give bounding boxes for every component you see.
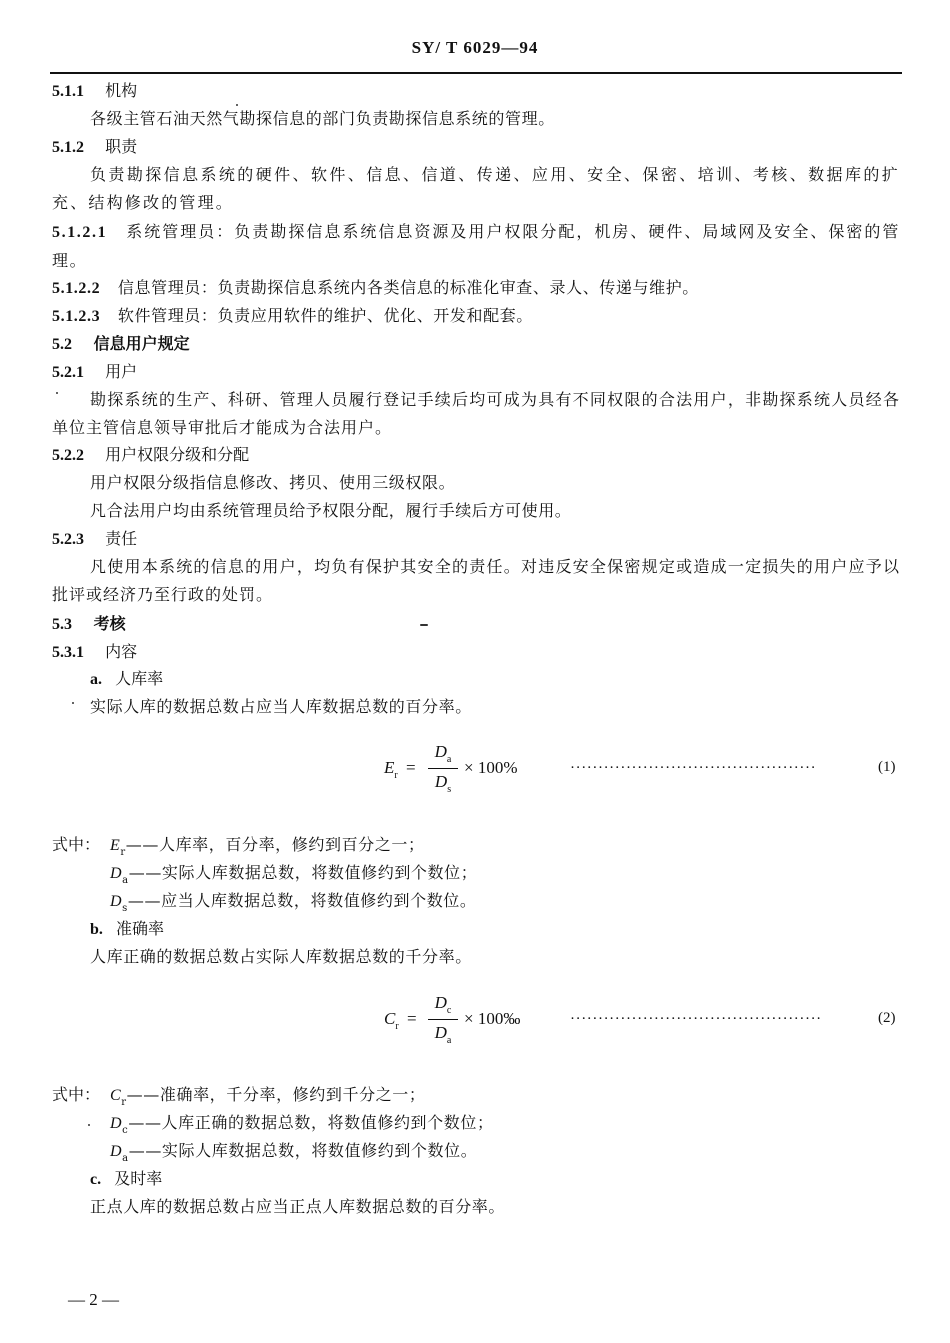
section-number: 5.1.1 bbox=[52, 83, 84, 100]
scan-speck bbox=[420, 624, 428, 626]
item-a-body: 实际人库的数据总数占应当人库数据总数的百分率。 bbox=[90, 697, 472, 716]
formula-1-leader-dots: ············································ bbox=[570, 760, 817, 776]
formula-1-def-2 bbox=[110, 890, 477, 920]
formula-2-fraction-bar bbox=[428, 1019, 458, 1020]
heading-5-2-3 bbox=[52, 528, 137, 551]
item-title: 人库率 bbox=[115, 669, 164, 688]
def-symbol: D bbox=[110, 1115, 123, 1132]
formula-subscript: r bbox=[395, 1021, 399, 1032]
header-rule bbox=[50, 72, 902, 74]
formula-symbol: D bbox=[434, 772, 448, 791]
formula-2-leader-dots: ············································· bbox=[570, 1011, 822, 1027]
heading-5-2 bbox=[52, 333, 190, 356]
def-text: ——应当人库数据总数，将数值修约到个数位。 bbox=[127, 891, 477, 910]
formula-2-def-1 bbox=[110, 1112, 494, 1142]
formula-subscript: c bbox=[446, 1005, 452, 1016]
section-title: 内容 bbox=[105, 642, 138, 661]
section-number: 5.2 bbox=[52, 336, 72, 353]
formula-2-numerator bbox=[428, 993, 458, 1016]
def-subscript: c bbox=[122, 1125, 129, 1136]
def-text: ——实际人库数据总数，将数值修约到个数位； bbox=[128, 863, 478, 882]
page-number: — 2 — bbox=[68, 1290, 119, 1309]
item-c-body: 正点人库的数据总数占应当正点人库数据总数的百分率。 bbox=[90, 1197, 506, 1216]
item-title: 及时率 bbox=[114, 1169, 163, 1188]
section-number: 5.2.2 bbox=[52, 447, 84, 464]
def-symbol: C bbox=[110, 1087, 122, 1104]
formula-symbol: D bbox=[434, 1023, 447, 1042]
def-text: ——实际人库数据总数，将数值修约到个数位。 bbox=[128, 1141, 478, 1160]
formula-1-numerator bbox=[428, 742, 458, 765]
def-text: ——准确率，千分率，修约到千分之一； bbox=[126, 1085, 426, 1104]
formula-2-where-label: 式中： bbox=[52, 1085, 101, 1104]
formula-1-def-0 bbox=[110, 834, 425, 864]
formula-2-lhs: $C_r$ = bbox=[384, 1009, 417, 1032]
heading-5-1-1 bbox=[52, 80, 137, 103]
formula-1-denominator bbox=[428, 772, 458, 795]
def-text: ——人库正确的数据总数，将数值修约到个数位； bbox=[128, 1113, 494, 1132]
item-b-heading bbox=[90, 918, 164, 941]
paragraph-5-1-2: 负责勘探信息系统的硬件、软件、信息、信道、传递、应用、安全、保密、培训、考核、数据库的扩充、结构修改的管理。 bbox=[52, 165, 900, 212]
def-subscript: r bbox=[120, 847, 126, 858]
scan-speck bbox=[56, 392, 58, 394]
item-title: 准确率 bbox=[116, 919, 165, 938]
section-body: 信息管理员：负责勘探信息系统内各类信息的标准化审查、录人、传递与维护。 bbox=[117, 278, 699, 297]
scan-speck bbox=[72, 702, 74, 704]
def-text: ——人库率，百分率，修约到百分之一； bbox=[125, 835, 425, 854]
section-number: 5.2.1 bbox=[52, 364, 84, 381]
section-title: 用户 bbox=[105, 362, 138, 381]
heading-5-1-2 bbox=[52, 136, 137, 159]
def-symbol: D bbox=[110, 1143, 123, 1160]
section-title: 信息用户规定 bbox=[93, 334, 190, 353]
paragraph-5-1-1: 各级主管石油天然气勘探信息的部门负责勘探信息系统的管理。 bbox=[90, 109, 555, 128]
section-number: 5.1.2 bbox=[52, 139, 84, 156]
heading-5-3-1 bbox=[52, 641, 137, 664]
formula-1-factor: × 100% bbox=[464, 758, 518, 777]
section-number: 5.3.1 bbox=[52, 644, 84, 661]
paragraph-5-2-1: 勘探系统的生产、科研、管理人员履行登记手续后均可成为具有不同权限的合法用户，非勘探系统人员经各单位主管信息领导审批后才能成为合法用户。 bbox=[52, 390, 900, 437]
scan-speck bbox=[236, 104, 238, 106]
section-title: 机构 bbox=[105, 81, 138, 100]
def-symbol: D bbox=[110, 865, 123, 882]
heading-5-2-1 bbox=[52, 361, 137, 384]
section-number: 5.1.2.2 bbox=[52, 280, 101, 297]
scan-speck bbox=[88, 1124, 90, 1126]
formula-1-fraction-bar bbox=[428, 768, 458, 769]
section-body: 系统管理员：负责勘探信息系统信息资源及用户权限分配，机房、硬件、局域网及安全、保密的管理。 bbox=[52, 222, 900, 270]
def-subscript: a bbox=[122, 1153, 129, 1164]
formula-subscript: a bbox=[446, 1035, 452, 1046]
paragraph-5-2-2-b: 凡合法用户均由系统管理员给予权限分配，履行手续后方可使用。 bbox=[90, 501, 572, 520]
item-b-body: 人库正确的数据总数占实际人库数据总数的千分率。 bbox=[90, 947, 472, 966]
item-c-heading bbox=[90, 1168, 162, 1191]
section-number: 5.3 bbox=[52, 616, 72, 633]
def-symbol: D bbox=[110, 893, 123, 910]
formula-subscript: r bbox=[394, 770, 398, 781]
standard-code-header: SY/ T 6029—94 bbox=[411, 38, 539, 57]
formula-1-def-1 bbox=[110, 862, 477, 892]
formula-2-number: (2) bbox=[878, 1010, 896, 1026]
item-label: c. bbox=[90, 1171, 102, 1188]
paragraph-5-2-3: 凡使用本系统的信息的用户，均负有保护其安全的责任。对违反安全保密规定或造成一定损失的用户应予以批评或经济乃至行政的处罚。 bbox=[52, 557, 900, 604]
formula-2-denominator bbox=[428, 1023, 458, 1046]
paragraph-5-2-2-a: 用户权限分级指信息修改、拷贝、使用三级权限。 bbox=[90, 473, 456, 492]
formula-2-def-0 bbox=[110, 1084, 425, 1114]
section-number: 5.2.3 bbox=[52, 531, 84, 548]
section-number: 5.1.2.3 bbox=[52, 308, 101, 325]
formula-subscript: s bbox=[447, 784, 452, 795]
formula-2-def-2 bbox=[110, 1140, 477, 1170]
formula-1-number: (1) bbox=[878, 759, 896, 775]
formula-1-lhs: $E_r$ = bbox=[384, 758, 416, 781]
formula-1-where-label: 式中： bbox=[52, 835, 101, 854]
section-title: 用户权限分级和分配 bbox=[105, 445, 250, 464]
paragraph-5-1-2-1 bbox=[52, 218, 900, 275]
paragraph-5-1-2-2 bbox=[52, 277, 699, 300]
formula-symbol: D bbox=[434, 742, 447, 761]
heading-5-2-2 bbox=[52, 444, 249, 467]
section-title: 考核 bbox=[93, 614, 126, 633]
formula-2-factor: × 100‰ bbox=[464, 1009, 521, 1028]
heading-5-3 bbox=[52, 613, 126, 636]
section-body: 软件管理员：负责应用软件的维护、优化、开发和配套。 bbox=[117, 306, 533, 325]
formula-symbol: C bbox=[384, 1009, 396, 1028]
paragraph-5-1-2-3 bbox=[52, 305, 533, 328]
item-label: b. bbox=[90, 921, 103, 938]
def-symbol: E bbox=[110, 837, 121, 854]
def-subscript: s bbox=[122, 903, 128, 914]
formula-symbol: D bbox=[434, 993, 447, 1012]
item-a-heading bbox=[90, 668, 163, 691]
def-subscript: a bbox=[122, 875, 129, 886]
formula-subscript: a bbox=[446, 754, 452, 765]
section-title: 职责 bbox=[105, 137, 138, 156]
formula-symbol: E bbox=[384, 758, 395, 777]
item-label: a. bbox=[90, 671, 102, 688]
section-number: 5.1.2.1 bbox=[52, 224, 108, 241]
section-title: 责任 bbox=[105, 529, 138, 548]
def-subscript: r bbox=[121, 1097, 127, 1108]
